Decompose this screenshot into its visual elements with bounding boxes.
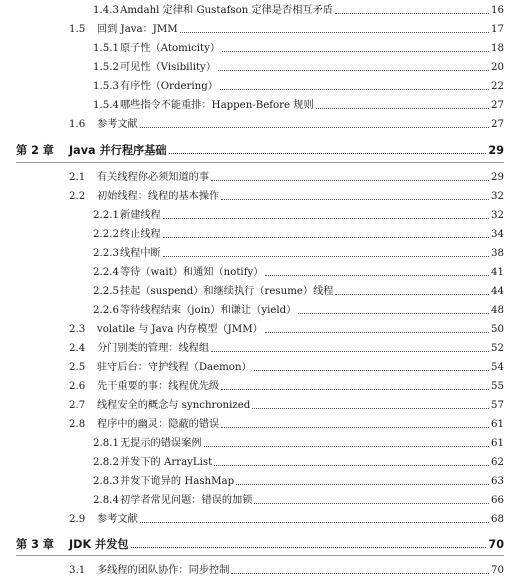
dot-leader: [163, 237, 489, 238]
entry-number: 2.2.2: [93, 229, 119, 240]
entry-page: 44: [491, 286, 504, 297]
dot-leader: [231, 573, 489, 574]
entry-page: 34: [491, 229, 504, 240]
dot-leader: [220, 89, 489, 90]
dot-leader: [180, 32, 489, 33]
toc-entry-2-8-1: [93, 432, 504, 450]
entry-title: 有序性（Ordering）: [120, 81, 218, 92]
dot-leader: [265, 275, 489, 276]
entry-number: 1.6: [69, 119, 86, 130]
entry-title: 哪些指令不能重排：Happen-Before 规则: [120, 100, 314, 111]
entry-number: 1.5.2: [93, 62, 119, 73]
toc-entry-1-5-4: [93, 94, 504, 112]
toc-entry-2-2-5: [93, 280, 504, 298]
entry-title: 先干重要的事：线程优先级: [97, 381, 220, 392]
toc-entry-2-2-6: [93, 299, 504, 317]
entry-number: 3.1: [69, 565, 86, 576]
dot-leader: [131, 547, 487, 548]
entry-page: 29: [491, 172, 504, 183]
dot-leader: [214, 465, 489, 466]
entry-number: 1.5.3: [93, 81, 119, 92]
entry-title: 等待（wait）和通知（notify）: [120, 267, 264, 278]
entry-title: 回到 Java：JMM: [97, 24, 178, 35]
toc-entry-2-9: [69, 508, 504, 526]
entry-page: 27: [491, 100, 504, 111]
entry-number: 2.4: [69, 343, 86, 354]
chapter-number: 第 3 章: [16, 538, 54, 551]
toc-entry-2-5: [69, 356, 504, 374]
dot-leader: [204, 446, 490, 447]
toc-entry-3-1: [69, 559, 504, 577]
entry-number: 2.2.4: [93, 267, 119, 278]
toc-entry-2-8-3: [93, 470, 504, 488]
toc-entry-1-5-3: [93, 75, 504, 93]
entry-number: 2.2.6: [93, 305, 119, 316]
toc-chapter-2: [16, 137, 504, 157]
entry-number: 2.3: [69, 324, 86, 335]
entry-number: 2.7: [69, 400, 86, 411]
toc-entry-2-2: [69, 185, 504, 203]
entry-title: volatile 与 Java 内存模型（JMM）: [97, 324, 263, 335]
entry-title: 分门别类的管理：线程组: [97, 343, 210, 354]
entry-number: 2.5: [69, 362, 86, 373]
chapter-number: 第 2 章: [16, 144, 54, 157]
entry-title: 等待线程结束（join）和谦让（yield）: [120, 305, 297, 316]
entry-number: 2.8.2: [93, 457, 119, 468]
entry-number: 2.2.1: [93, 210, 119, 221]
entry-title: 终止线程: [120, 229, 161, 240]
entry-title: 可见性（Visibility）: [120, 62, 217, 73]
dot-leader: [252, 408, 489, 409]
entry-number: 1.5.1: [93, 43, 119, 54]
entry-title: 有关线程你必须知道的事: [97, 172, 210, 183]
entry-title: 无提示的错误案例: [120, 438, 202, 449]
toc-entry-2-2-3: [93, 242, 504, 260]
dot-leader: [316, 108, 489, 109]
chapter-page: 70: [488, 538, 504, 551]
chapter-title: Java 并行程序基础: [69, 144, 167, 157]
dot-leader: [163, 256, 489, 257]
entry-number: 1.4.3: [93, 5, 119, 16]
entry-page: 62: [491, 457, 504, 468]
entry-page: 52: [491, 343, 504, 354]
dot-leader: [254, 370, 489, 371]
entry-page: 17: [491, 24, 504, 35]
entry-page: 70: [491, 565, 504, 576]
entry-title: 初学者常见问题：错误的加锁: [120, 495, 253, 506]
entry-page: 61: [491, 419, 504, 430]
entry-number: 2.9: [69, 514, 86, 525]
dot-leader: [211, 351, 489, 352]
entry-page: 66: [491, 495, 504, 506]
dot-leader: [236, 484, 489, 485]
entry-page: 48: [491, 305, 504, 316]
chapter-title: JDK 并发包: [69, 538, 129, 551]
toc-entry-2-2-4: [93, 261, 504, 279]
toc-entry-1-5: [69, 18, 504, 36]
chapter-divider: [16, 555, 504, 556]
toc-entry-1-5-2: [93, 56, 504, 74]
entry-title: Amdahl 定律和 Gustafson 定律是否相互矛盾: [120, 5, 333, 16]
entry-title: 参考文献: [97, 514, 138, 525]
toc-entry-1-5-1: [93, 37, 504, 55]
entry-page: 16: [491, 5, 504, 16]
dot-leader: [254, 503, 489, 504]
dot-leader: [169, 153, 487, 154]
entry-number: 2.2.3: [93, 248, 119, 259]
entry-title: 原子性（Atomicity）: [120, 43, 221, 54]
toc-entry-2-4: [69, 337, 504, 355]
toc-entry-2-2-1: [93, 204, 504, 222]
entry-page: 63: [491, 476, 504, 487]
entry-number: 2.1: [69, 172, 86, 183]
dot-leader: [298, 313, 489, 314]
entry-page: 61: [491, 438, 504, 449]
dot-leader: [163, 218, 489, 219]
entry-page: 38: [491, 248, 504, 259]
toc-entry-2-7: [69, 394, 504, 412]
entry-number: 1.5.4: [93, 100, 119, 111]
entry-page: 20: [491, 62, 504, 73]
entry-page: 41: [491, 267, 504, 278]
entry-number: 2.8: [69, 419, 86, 430]
dot-leader: [211, 180, 489, 181]
toc-entry-2-8-4: [93, 489, 504, 507]
entry-page: 27: [491, 119, 504, 130]
entry-title: 程序中的幽灵：隐蔽的错误: [97, 419, 220, 430]
entry-title: 参考文献: [97, 119, 138, 130]
toc-entry-2-6: [69, 375, 504, 393]
entry-number: 2.6: [69, 381, 86, 392]
entry-title: 挂起（suspend）和继续执行（resume）线程: [120, 286, 334, 297]
entry-number: 1.5: [69, 24, 86, 35]
dot-leader: [335, 294, 489, 295]
chapter-divider: [16, 162, 504, 163]
toc-entry-2-3: [69, 318, 504, 336]
toc-chapter-3: [16, 531, 504, 551]
toc-entry-2-8-2: [93, 451, 504, 469]
entry-title: 线程安全的概念与 synchronized: [97, 400, 251, 411]
dot-leader: [222, 51, 489, 52]
entry-number: 2.8.4: [93, 495, 119, 506]
toc-entry-2-1: [69, 166, 504, 184]
entry-title: 多线程的团队协作：同步控制: [97, 565, 230, 576]
entry-title: 线程中断: [120, 248, 161, 259]
entry-page: 55: [491, 381, 504, 392]
toc-entry-2-8: [69, 413, 504, 431]
entry-page: 54: [491, 362, 504, 373]
entry-page: 32: [491, 191, 504, 202]
entry-number: 2.2: [69, 191, 86, 202]
dot-leader: [221, 199, 489, 200]
entry-page: 50: [491, 324, 504, 335]
entry-number: 2.2.5: [93, 286, 119, 297]
dot-leader: [221, 389, 489, 390]
entry-title: 并发下的 ArrayList: [120, 457, 213, 468]
entry-title: 新建线程: [120, 210, 161, 221]
entry-title: 驻守后台：守护线程（Daemon）: [97, 362, 252, 373]
entry-page: 68: [491, 514, 504, 525]
toc-entry-1-4-3: [93, 0, 504, 17]
entry-page: 57: [491, 400, 504, 411]
toc-entry-1-6: [69, 113, 504, 131]
toc-entry-2-2-2: [93, 223, 504, 241]
dot-leader: [140, 127, 489, 128]
entry-title: 并发下诡异的 HashMap: [120, 476, 235, 487]
entry-number: 2.8.1: [93, 438, 119, 449]
entry-title: 初始线程：线程的基本操作: [97, 191, 220, 202]
dot-leader: [221, 427, 489, 428]
chapter-page: 29: [488, 144, 504, 157]
dot-leader: [140, 522, 489, 523]
dot-leader: [218, 70, 489, 71]
entry-page: 22: [491, 81, 504, 92]
entry-page: 32: [491, 210, 504, 221]
entry-page: 18: [491, 43, 504, 54]
dot-leader: [265, 332, 489, 333]
dot-leader: [335, 13, 489, 14]
entry-number: 2.8.3: [93, 476, 119, 487]
